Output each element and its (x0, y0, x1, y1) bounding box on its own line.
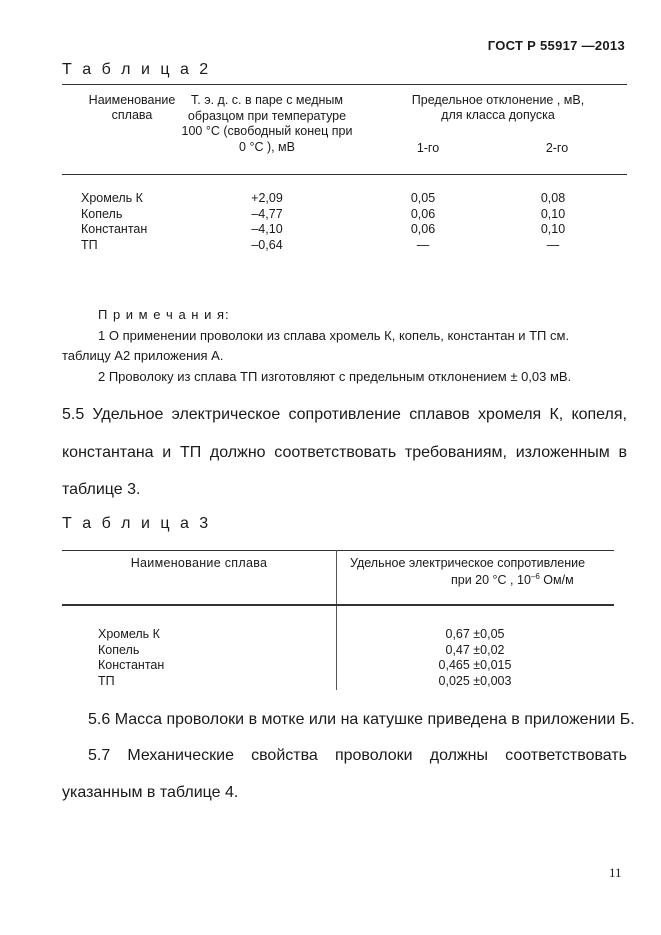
document-code: ГОСТ Р 55917 —2013 (487, 38, 625, 53)
table3-col-values (420, 627, 530, 689)
table-cell: 0,08 (540, 191, 566, 205)
table-cell: ТП (81, 237, 98, 252)
table-cell: Константан (81, 222, 148, 236)
table-cell: Хромель К (98, 627, 160, 641)
paragraph-5-7-line-2: указанным в таблице 4. (62, 784, 239, 801)
table3-top-rule (62, 550, 614, 551)
paragraph-5-5-line-3: таблице 3. (62, 481, 141, 498)
table-cell: –0,64 (251, 237, 283, 252)
table-cell: 0,10 (540, 206, 566, 221)
table3-header-resistance-line-1: Удельное электрическое сопротивление (350, 556, 586, 570)
table-cell: Копель (98, 642, 140, 657)
table-cell: 0,025 ±0,003 (438, 673, 512, 688)
table2-header-deviation: Предельное отклонение , мВ, для класса допуска (411, 93, 585, 122)
paragraph-5-7-line-1: 5.7 Механические свойства проволоки должны соответствовать (88, 747, 627, 764)
table-cell: Константан (98, 658, 165, 672)
note-1-line-1: 1 О применении проволоки из сплава хромель К, копель, константан и ТП см. (98, 328, 570, 343)
notes-title: П р и м е ч а н и я: (98, 307, 230, 322)
table-cell: — (416, 237, 430, 252)
table-cell: 0,465 ±0,015 (438, 658, 512, 672)
table-cell: — (546, 237, 560, 252)
table-cell: 0,06 (410, 206, 436, 221)
table2-top-rule (62, 84, 627, 85)
table3-header-resistance-line-2: при 20 °С , $10^{-6}$ Ом/м (451, 572, 574, 588)
table-cell: 0,10 (540, 222, 566, 236)
table2-col-class2 (518, 191, 588, 253)
table3-col-names (98, 627, 164, 689)
table2-col-names (81, 191, 147, 253)
table2-header-name: Наименование сплава (88, 93, 176, 122)
table2-header-rule (62, 174, 627, 175)
table2-header-emf: Т. э. д. с. в паре с медным образцом при температуре 100 °С (свободный конец при 0 °С ), мВ (181, 93, 353, 154)
table3-header-rule (62, 604, 614, 606)
table-cell: 0,67 ±0,05 (445, 627, 505, 641)
note-1-line-2: таблицу А2 приложения А. (62, 348, 224, 363)
table2-header-class1: 1-го (416, 141, 440, 155)
table2-caption: Т а б л и ц а 2 (62, 61, 212, 78)
table-cell: –4,77 (251, 206, 283, 221)
table-cell: ТП (98, 673, 115, 688)
note-2: 2 Проволоку из сплава ТП изготовляют с предельным отклонением ± 0,03 мВ. (98, 369, 572, 384)
table2-col-emf (230, 191, 304, 253)
table-cell: –4,10 (251, 222, 283, 236)
table3-column-divider (336, 550, 337, 690)
table2-col-class1 (388, 191, 458, 253)
paragraph-5-5-line-1: 5.5 Удельное электрическое сопротивление сплавов хромеля К, копеля, (62, 406, 627, 423)
table-cell: +2,09 (251, 191, 283, 205)
page-number: 11 (609, 865, 622, 880)
table3-caption: Т а б л и ц а 3 (62, 515, 212, 532)
table-cell: 0,47 ±0,02 (445, 642, 505, 657)
table2-header-class2: 2-го (545, 141, 569, 155)
paragraph-5-5-line-2: константана и ТП должно соответствовать требованиям, изложенным в (62, 444, 627, 461)
table3-header-name: Наименование сплава (130, 556, 268, 570)
table-cell: Хромель К (81, 191, 143, 205)
paragraph-5-6: 5.6 Масса проволоки в мотке или на катушке приведена в приложении Б. (88, 711, 635, 728)
table-cell: 0,05 (410, 191, 436, 205)
table-cell: Копель (81, 206, 123, 221)
table-cell: 0,06 (410, 222, 436, 236)
